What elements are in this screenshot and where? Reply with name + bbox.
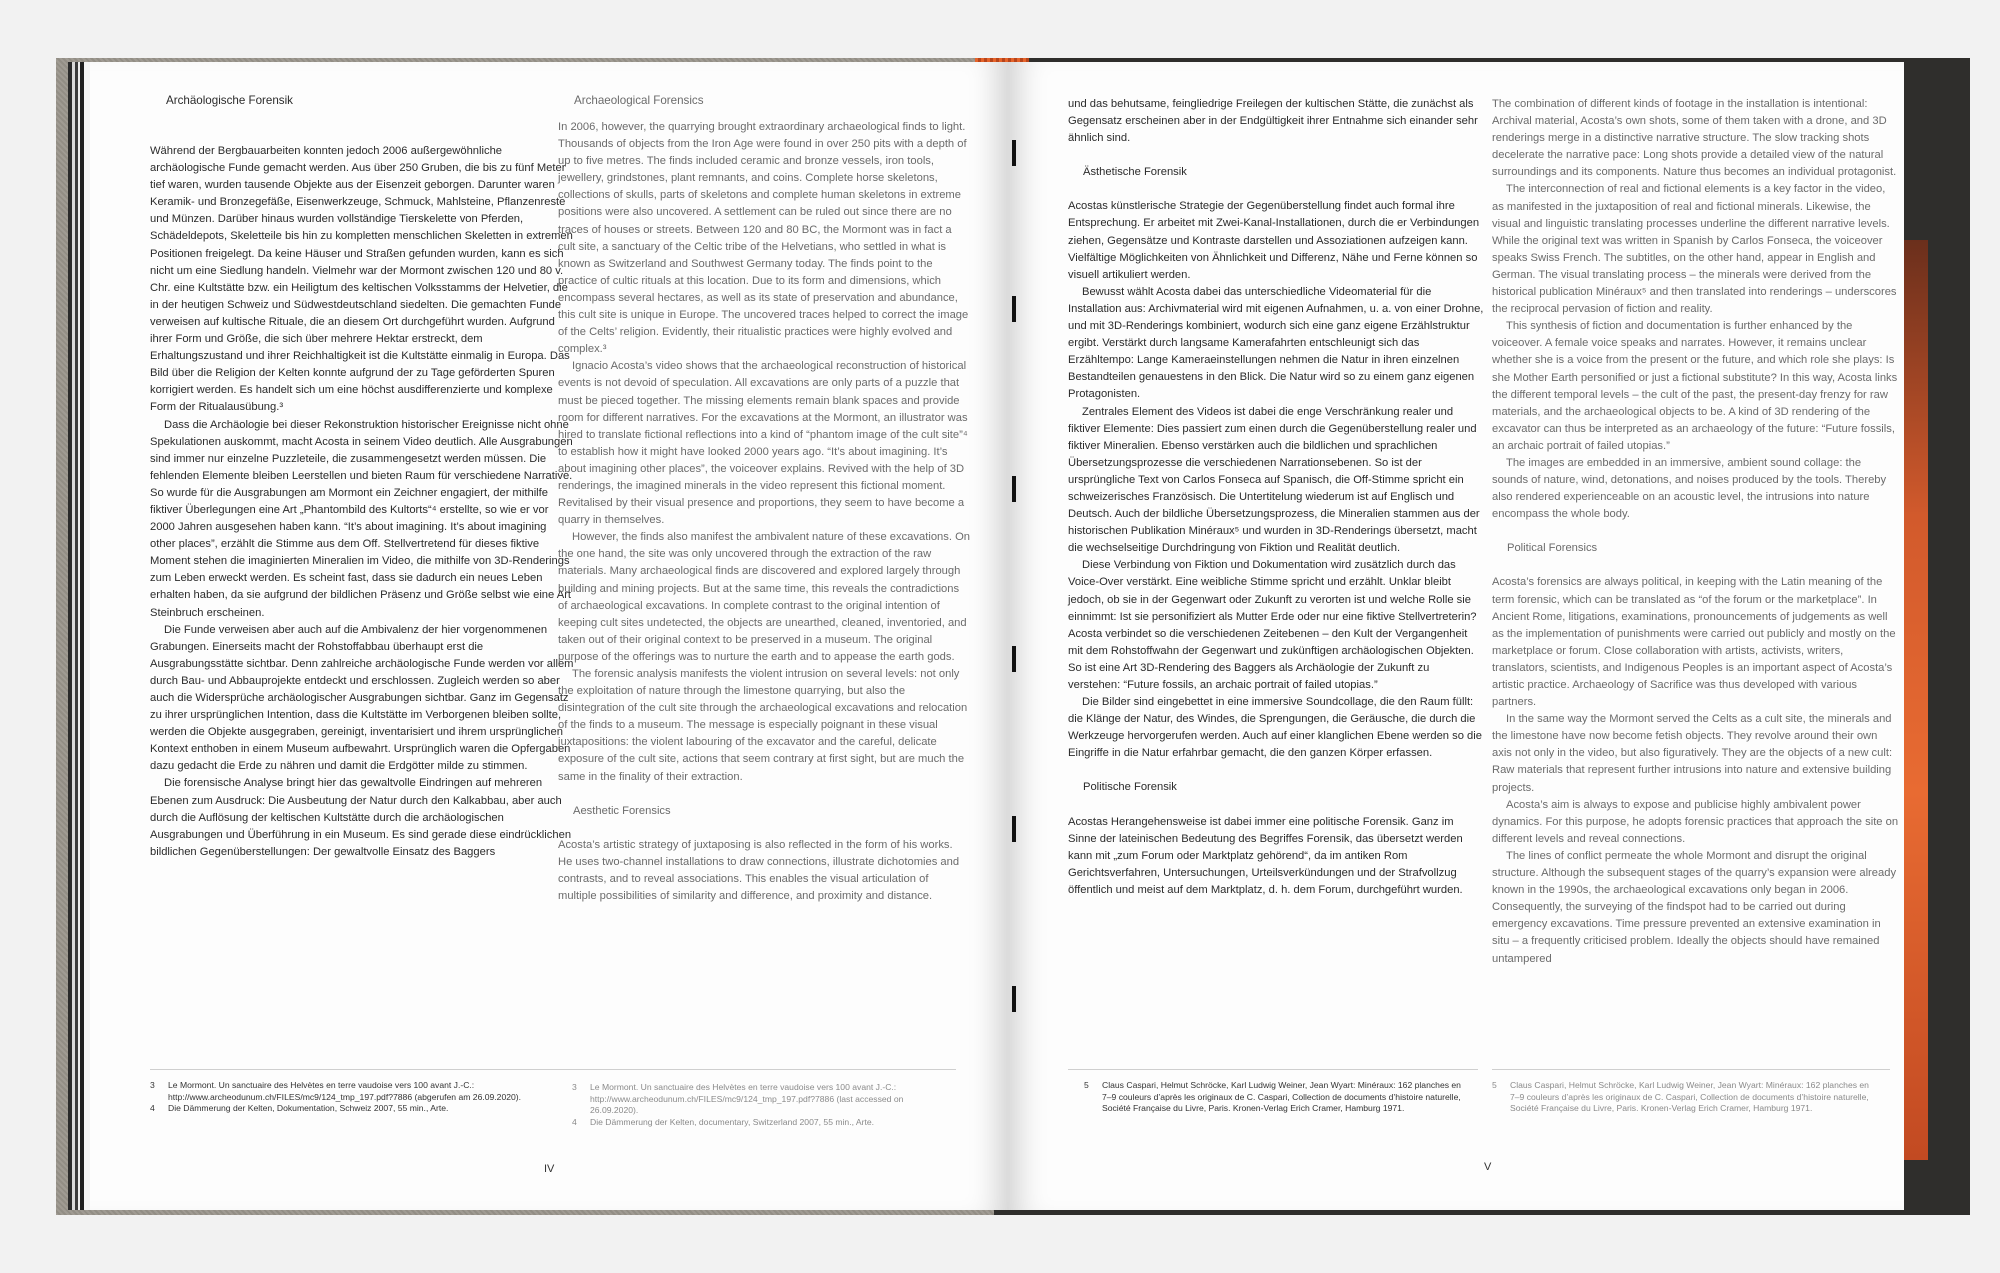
paragraph: Acosta’s aim is always to expose and publicise highly ambivalent power dynamics. For this purpose, he adopts forensic practices that approach the site on different levels and reveal connections.	[1492, 798, 1899, 845]
footnote-rule	[150, 1069, 566, 1070]
paragraph: Zentrales Element des Videos ist dabei die enge Verschränkung realer und fiktiver Elemente: Dies passiert zum einen durch die Gegenüberstellung realer und fiktiver Mineralien. Ebenso verstärken auch die bildlichen und sprachlichen Übersetzungsprozesse die verschiedenen Narrationsebenen. So ist der ursprüngliche Text von Carlos Fonseca auf Spanisch, die Off-Stimme spricht ein schweizerisches Französisch. Die Untertitelung wiederum ist auf Englisch und Deutsch. Auch der bildliche Übersetzungsprozess, die Mineralien stammen aus der historischen Publikation Minéraux⁵ und wurden in 3D-Renderings übersetzt, macht die wechselseitige Durchdringung von Fiktion und Realität deutlich.	[1068, 405, 1480, 555]
footnote-text: Le Mormont. Un sanctuaire des Helvètes en terre vaudoise vers 100 avant J.-C.: http://www.archeodunum.ch/FILES/mc9/124_tmp_197.pdf?7886 (abgerufen am 26.09.2020).	[168, 1080, 522, 1102]
binding-thread-mark	[1012, 296, 1016, 322]
paragraph: Während der Bergbauarbeiten konnten jedoch 2006 außergewöhnliche archäologische Funde gemacht werden. Aus über 250 Gruben, die bis zu fünf Meter tief waren, wurden tausende Objekte aus der Eisenzeit geborgen. Darunter waren Keramik- und Bronzegefäße, Eisenwerkzeuge, Schmuck, Mahlsteine, Pflanzenreste und Münzen. Darüber hinaus wurden vollständige Tierskelette von Pferden, Schädeldepots, Skeletteile bis hin zu kompletten menschlichen Skeletten in extremen Positionen freigelegt. Da keine Häuser und Straßen gefunden wurden, kann es sich nicht um eine Siedlung handeln. Vielmehr war der Mormont zwischen 120 und 80 v. Chr. eine Kultstätte bzw. ein Heiligtum des keltischen Volksstamms der Helvetier, die in der heutigen Schweiz und Südwestdeutschland siedelten. Die gemachten Funde verweisen auf kultische Rituale, die an diesem Ort durchgeführt wurden. Aufgrund ihrer Form und Größe, die sich über mehrere Hektar erstreckt, dem Erhaltungszustand und ihrer Reichhaltigkeit ist die Kultstätte einmalig in Europa. Das Bild über die Religion der Kelten konnte aufgrund der zu Tage geförderten Spuren korrigiert werden. Es handelt sich um eine höchst ausdifferenzierte und komplexe Form der Ritualausübung.³	[150, 145, 573, 414]
footnote	[150, 1080, 540, 1103]
footnote-rule	[1492, 1069, 1890, 1070]
paragraph: und das behutsame, feingliedrige Freilegen der kultischen Stätte, die zunächst als Gegensatz erscheinen aber in der Endgültigkeit ihrer Entnahme sich einander sehr ähnlich sind.	[1068, 98, 1478, 145]
paragraph: Acostas künstlerische Strategie der Gegenüberstellung findet auch formal ihre Entsprechung. Er arbeitet mit Zwei-Kanal-Installationen, durch die er Verbindungen ziehen, Gegensätze und Kontraste darstellen und Assoziationen aufzeigen kann. Vielfältige Möglichkeiten von Ähnlichkeit und Differenz, Nähe und Ferne können so visuell artikuliert werden.	[1068, 200, 1480, 281]
paragraph: Die Funde verweisen aber auch auf die Ambivalenz der hier vorgenommenen Grabungen. Einerseits macht der Rohstoffabbau überhaupt erst die Ausgrabungsstätte sichtbar. Denn zahlreiche archäologische Funde werden vor allem durch Bau- und Abbauprojekte entdeckt und erschlossen. Zugleich werden so aber auch die Widersprüche archäologischer Ausgrabungen sichtbar. Ganz im Gegensatz zu ihrer ursprünglichen Intention, dass die Kultstätte im Verborgenen bleiben sollte, werden die Objekte ausgegraben, gereinigt, inventarisiert und ihrem ursprünglichen Kontext enthoben in einem Museum aufbewahrt. Ursprünglich waren die Opfergaben dazu gedacht die Erde zu nähren und damit die Erdgötter milde zu stimmen.	[150, 623, 574, 773]
binding-thread-mark	[1012, 140, 1016, 166]
footnote-rule	[1068, 1069, 1478, 1070]
footnote-text: Die Dämmerung der Kelten, Dokumentation, Schweiz 2007, 55 min., Arte.	[168, 1103, 449, 1114]
paragraph: Dass die Archäologie bei dieser Rekonstruktion historischer Ereignisse nicht ohne Spekulationen auskommt, macht Acosta in seinem Video deutlich. Alle Ausgrabungen sind immer nur einzelne Puzzleteile, die zusammengesetzt werden müssen. Die fehlenden Elemente bleiben Leerstellen und bieten Raum für verschiedene Narrative. So wurde für die Ausgrabungen am Mormont ein Zeichner engagiert, der mithilfe fiktiver Überlegungen eine Art „Phantombild des Kultorts“⁴ erstellte, so wie er vor 2000 Jahren ausgesehen haben kann. “It’s about imagining. It’s about imagining other places”, erzählt die Stimme aus dem Off. Stellvertretend für dieses fiktive Moment stehen die imaginierten Mineralien im Video, die mithilfe von 3D-Renderings zum Leben erweckt werden. Es scheint fast, dass sie dadurch ein neues Leben erhalten haben, da sie aufgrund der bildlichen Präsenz und Größe selbst wie eine Art Steinbruch erscheinen.	[150, 418, 573, 619]
footnote-text: Claus Caspari, Helmut Schröcke, Karl Ludwig Weiner, Jean Wyart: Minéraux: 162 planches en 7–9 couleurs d’après les originaux de C. Caspari, Collection de documents d’histoire naturelle, Société Française du Livre, Paris. Kronen-Verlag Erich Cramer, Hamburg 1971.	[1102, 1080, 1461, 1114]
paragraph: Acosta’s forensics are always political, in keeping with the Latin meaning of the term forensic, which can be translated as “of the forum or the marketplace”. In Ancient Rome, litigations, examinations, pronouncements of judgements as well as the implementation of punishments were carried out publicly and mostly on the marketplace or forum. Close collaboration with artists, activists, writers, translators, scientists, and Indigenous Peoples is an important aspect of Acosta’s artistic practice. Archaeology of Sacrifice was thus developed with various partners.	[1492, 576, 1896, 709]
binding-thread-mark	[1012, 816, 1016, 842]
footnote-number: 5	[1084, 1080, 1089, 1090]
footnote	[1492, 1080, 1872, 1115]
page-number: IV	[544, 1163, 555, 1175]
paragraph: Bewusst wählt Acosta dabei das unterschiedliche Videomaterial für die Installation aus: Archivmaterial wird mit eigenen Aufnahmen, u. a. von einer Drohne, und mit 3D-Renderings kombiniert, wodurch sich eine ganz eigene Erzählstruktur ergibt. Verstärkt durch langsame Kamerafahrten entschleunigt sich das Erzähltempo: Lange Kameraeinstellungen nehmen die Natur in ihren einzelnen Bestandteilen genauestens in den Blick. Die Natur wird so zu einem ganz eigenen Protagonisten.	[1068, 285, 1484, 401]
footnote-text: Le Mormont. Un sanctuaire des Helvètes en terre vaudoise vers 100 avant J.-C.: http://www.archeodunum.ch/FILES/mc9/124_tmp_197.pdf?7886 (last accessed on 26.09.2020).	[590, 1082, 904, 1116]
left-de-footnotes	[150, 1080, 540, 1115]
section-heading: Archäologische Forensik	[166, 94, 293, 107]
right-page	[1008, 62, 1904, 1210]
paragraph: The combination of different kinds of footage in the installation is intentional: Archival material, Acosta’s own shots, some of them taken with a drone, and 3D renderings merge in a distinctive narrative structure. The slow tracking shots decelerate the narrative pace: Long shots provide a detailed view of the natural surroundings and its components. Nature thus becomes an individual protagonist.	[1492, 98, 1897, 179]
footnote	[1084, 1080, 1464, 1115]
section-heading: Aesthetic Forensics	[573, 804, 671, 817]
paragraph: Die forensische Analyse bringt hier das gewaltvolle Eindringen auf mehreren Ebenen zum Ausdruck: Die Ausbeutung der Natur durch den Kalkabbau, aber auch durch die Auflösung der keltischen Kultstätte durch die archäologischen Ausgrabungen und Überführung in ein Museum. Es sind gerade diese eindrücklichen bildlichen Gegenüberstellungen: Der gewaltvolle Einsatz des Baggers	[150, 777, 572, 858]
footnote-number: 5	[1492, 1080, 1497, 1090]
footnote-rule	[558, 1069, 956, 1070]
left-en-footnotes	[572, 1082, 952, 1128]
page-number: V	[1484, 1161, 1492, 1173]
right-de-column	[1068, 96, 1484, 899]
paragraph: Die Bilder sind eingebettet in eine immersive Soundcollage, die den Raum füllt: die Klänge der Natur, des Windes, die Sprengungen, die Geräusche, die durch die Werkzeuge hervorgerufen werden. Auch auf einer klanglichen Ebene werden so die Eingriffe in die Natur erfahrbar gemacht, die den ganzen Körper erfassen.	[1068, 696, 1482, 760]
right-en-footnotes	[1492, 1080, 1872, 1115]
paragraph: The images are embedded in an immersive, ambient sound collage: the sounds of nature, wind, detonations, and noises produced by the tools. Thereby also rendered experienceable on an acoustic level, the intrusions into nature encompass the whole body.	[1492, 456, 1887, 521]
paragraph: Acostas Herangehensweise ist dabei immer eine politische Forensik. Ganz im Sinne der lateinischen Bedeutung des Begriffes Forensik, das übersetzt werden kann mit „zum Forum oder Marktplatz gehörend“, da im antiken Rom Gerichtsverfahren, Untersuchungen, Urteilsverkündungen und der Strafvollzug öffentlich und meist auf dem Marktplatz, d. h. dem Forum, durchgeführt wurden.	[1068, 815, 1463, 896]
paragraph: However, the finds also manifest the ambivalent nature of these excavations. On the one hand, the site was only uncovered through the extraction of the raw materials. Many archaeological finds are discovered and explored largely through building and mining projects. But at the same time, this reveals the contradictions of archaeological excavations. In complete contrast to the original intention of keeping cult sites undetected, the objects are unearthed, cleaned, inventoried, and taken out of their original context to be preserved in a museum. The original purpose of the offerings was to nurture the earth and to appease the earth gods.	[558, 531, 970, 663]
footnote-text: Claus Caspari, Helmut Schröcke, Karl Ludwig Weiner, Jean Wyart: Minéraux: 162 planches en 7–9 couleurs d’après les originaux de C. Caspari, Collection de documents d’histoire naturelle, Société Française du Livre, Paris. Kronen-Verlag Erich Cramer, Hamburg 1971.	[1510, 1080, 1869, 1114]
paragraph: Acosta’s artistic strategy of juxtaposing is also reflected in the form of his works. He uses two-channel installations to draw connections, illustrate dichotomies and contrasts, and to reveal associations. This enables the visual articulation of multiple possibilities of similarity and difference, and proximity and distance.	[558, 838, 960, 903]
paragraph: In 2006, however, the quarrying brought extraordinary archaeological finds to light. Thousands of objects from the Iron Age were found in over 250 pits with a depth of up to five metres. The finds included ceramic and bronze vessels, iron tools, jewellery, grindstones, plant remnants, and coins. Complete horse skeletons, collections of skulls, parts of skeletons and complete human skeletons in extreme positions were also uncovered. A settlement can be ruled out since there are no traces of houses or streets. Between 120 and 80 BC, the Mormont was in fact a cult site, a sanctuary of the Celtic tribe of the Helvetians, who settled in what is known as Switzerland and Southwest Germany today. The finds point to the practice of cultic rituals at this location. Due to its form and dimensions, which encompass several hectares, as well as its state of preservation and abundance, this cult site is unique in Europe. The uncovered traces helped to correct the image of the Celts’ religion. Evidently, their ritualistic practices were highly evolved and complex.³	[558, 121, 969, 356]
left-page	[68, 62, 1008, 1210]
right-de-footnotes	[1084, 1080, 1464, 1115]
footnote-number: 3	[572, 1082, 577, 1092]
section-heading: Politische Forensik	[1083, 781, 1177, 794]
footnote-number: 4	[572, 1116, 577, 1127]
section-heading: Political Forensics	[1507, 542, 1598, 555]
binding-thread-mark	[1012, 476, 1016, 502]
paragraph: Ignacio Acosta’s video shows that the archaeological reconstruction of historical events is not devoid of speculation. All excavations are only parts of a puzzle that must be pieced together. The missing elements remain blank spaces and provide room for different narratives. For the excavations at the Mormont, an illustrator was hired to translate fictional reflections into a kind of “phantom image of the cult site”⁴ to establish how it might have looked 2000 years ago. “It’s about imagining. It’s about imagining other places”, the voiceover explains. Revived with the help of 3D renderings, the imagined minerals in the video represent this fictional moment. Revitalised by their visual presence and proportions, they seem to have become a quarry in themselves.	[558, 360, 968, 527]
paragraph: This synthesis of fiction and documentation is further enhanced by the voiceover. A female voice speaks and narrates. However, it remains unclear whether she is a voice from the present or the future, and which role she plays: Is she Mother Earth personified or just a fictional substitute? In this way, Acosta links the different temporal levels – the cult of the past, the present-day frenzy for raw materials, and the archaeological objects to be. A kind of 3D rendering of the excavator can thus be interpreted as an archaeology of the future: “Future fossils, an archaic portrait of failed utopias.”	[1492, 320, 1898, 452]
section-heading: Archaeological Forensics	[574, 94, 704, 107]
paragraph: The interconnection of real and fictional elements is a key factor in the video, as manifested in the juxtaposition of real and fictional minerals. Likewise, the visual and linguistic translating processes underline the different narrative levels. While the original text was written in Spanish by Carlos Fonseca, the voiceover speaks Swiss French. The subtitles, on the other hand, appear in English and German. The visual translating process – the minerals were derived from the historical publication Minéraux⁵ and then translated into renderings – underscores the reciprocal pervasion of fiction and reality.	[1492, 183, 1897, 316]
footnote	[150, 1103, 540, 1115]
paragraph: Diese Verbindung von Fiktion und Dokumentation wird zusätzlich durch das Voice-Over verstärkt. Eine weibliche Stimme spricht und erzählt. Unklar bleibt jedoch, ob sie in der Gegenwart oder Zukunft zu verorten ist und welche Rolle sie einnimmt: Ist sie personifiziert als Mutter Erde oder nur eine fiktive Stellvertreterin? Acosta verbindet so die verschiedenen Zeitebenen – den Kult der Vergangenheit mit dem Rohstoffwahn der Gegenwart und zukünftigen archäologischen Objekten. So ist eine Art 3D-Rendering des Baggers als Archäologie der Zukunft zu verstehen: “Future fossils, an archaic portrait of failed utopias.”	[1068, 559, 1477, 691]
left-de-column	[150, 92, 574, 861]
paragraph: The lines of conflict permeate the whole Mormont and disrupt the original structure. Although the subsequent stages of the quarry’s expansion were already known in the 1990s, the archaeological excavations only began in 2006. Consequently, the surveying of the findspot had to be carried out during emergency excavations. Time pressure prevented an extensive examination in situ – a frequently criticised problem. Ideally the objects should have remained untampered	[1492, 849, 1897, 965]
left-en-column	[558, 92, 970, 905]
binding-thread-mark	[1012, 646, 1016, 672]
paragraph: In the same way the Mormont served the Celts as a cult site, the minerals and the limestone have now become fetish objects. They revolve around their own axis not only in the video, but also figuratively. They are the objects of a new cult: Raw materials that represent further intrusions into nature and extensive building projects.	[1492, 713, 1893, 794]
binding-thread-mark	[1012, 986, 1016, 1012]
page-edge-stripes	[68, 62, 90, 1210]
footnote	[572, 1082, 952, 1117]
paragraph: The forensic analysis manifests the violent intrusion on several levels: not only the exploitation of nature through the limestone quarrying, but also the disintegration of the cult site through the archaeological excavations and relocation of the finds to a museum. The message is especially poignant in these visual juxtapositions: the violent labouring of the excavator and the careful, delicate exposure of the cult site, actions that seem contrary at first sight, but are much the same in the finality of their extraction.	[558, 668, 968, 783]
footnote-text: Die Dämmerung der Kelten, documentary, Switzerland 2007, 55 min., Arte.	[590, 1116, 875, 1127]
footnote-number: 3	[150, 1080, 155, 1090]
right-en-column	[1492, 96, 1900, 968]
section-heading: Ästhetische Forensik	[1083, 166, 1187, 179]
footnote-number: 4	[150, 1103, 155, 1114]
footnote	[572, 1117, 952, 1129]
